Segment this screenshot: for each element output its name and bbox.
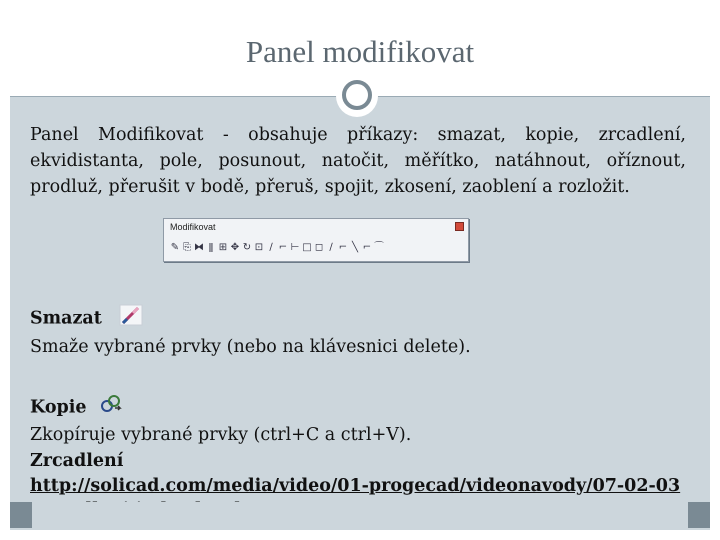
smazat-heading: Smazat (30, 308, 102, 329)
slide-content (30, 122, 686, 522)
move-tool-icon[interactable]: ✥ (230, 242, 240, 253)
kopie-heading: Kopie (30, 397, 87, 418)
array-tool-icon[interactable]: ⊞ (218, 242, 228, 253)
zrcadleni-heading: Zrcadlení (30, 451, 124, 471)
copy-icon (100, 394, 122, 422)
divider-ring-icon (342, 80, 372, 110)
kopie-description: Zkopíruje vybrané prvky (ctrl+C a ctrl+V). (30, 425, 412, 445)
fillet-tool-icon[interactable]: ⌐ (362, 242, 372, 253)
footer-bar (10, 502, 710, 528)
toolbar-icons (170, 241, 384, 255)
toolbar-close-icon[interactable] (455, 222, 464, 231)
smazat-section (30, 304, 686, 334)
fillet-line-tool-icon[interactable]: ╲ (351, 242, 359, 253)
explode-tool-icon[interactable]: ⌒ (374, 242, 384, 253)
section-gap (30, 360, 686, 394)
smazat-description: Smaže vybrané prvky (nebo na klávesnici delete). (30, 337, 471, 357)
trim-tool-icon[interactable]: ⌐ (278, 242, 288, 253)
slide-title: Panel modifikovat (245, 34, 475, 69)
footer-accent-left (10, 502, 32, 528)
rotate-tool-icon[interactable]: ↻ (242, 242, 252, 253)
mirror-tool-icon[interactable]: ⧓ (194, 242, 204, 253)
extend-tool-icon[interactable]: ⊢ (290, 242, 300, 253)
footer-accent-right (688, 502, 710, 528)
chamfer-tool-icon[interactable]: ⌐ (338, 242, 348, 253)
eraser-icon (119, 304, 143, 334)
stretch-tool-icon[interactable]: ∕ (269, 242, 273, 253)
join-tool-icon[interactable]: ∕ (329, 242, 333, 253)
intro-paragraph: Panel Modifikovat - obsahuje příkazy: smazat, kopie, zrcadlení, ekvidistanta, pole, posunout, natočit, měřítko, natáhnout, oříznout, prodluž, přerušit v bodě, přeruš, spojit, zkosení, zaoblení a rozložit. (30, 125, 686, 197)
zrcadleni-video-link[interactable]: http://solicad.com/media/video/01-progecad/videonavody/07-02-03 (30, 476, 681, 496)
erase-tool-icon[interactable]: ✎ (170, 242, 180, 253)
toolbar-title: Modifikovat (170, 222, 216, 232)
copy-tool-icon[interactable]: ⎘ (183, 242, 191, 253)
scale-tool-icon[interactable]: ⊡ (254, 242, 264, 253)
break-at-point-tool-icon[interactable]: □ (302, 242, 312, 253)
break-tool-icon[interactable]: ◻ (314, 242, 324, 253)
modify-toolbar (163, 218, 469, 262)
kopie-section (30, 394, 686, 422)
offset-tool-icon[interactable]: ǁ (208, 242, 214, 253)
